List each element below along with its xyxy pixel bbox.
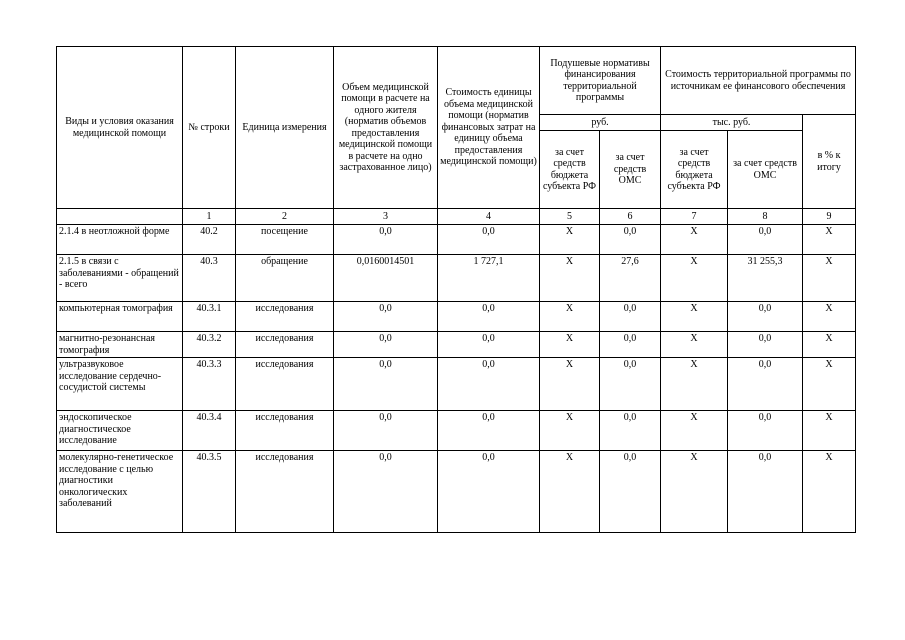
percent-total-cell: X (803, 451, 856, 533)
column-number: 6 (600, 209, 661, 225)
header-volume: Объем медицинской помощи в расчете на одного жителя (норматив объемов предоставления медицинской помощи в расчете на одно застрахованное лицо) (334, 47, 438, 209)
header-oms-thousand: за счет средств ОМС (728, 131, 803, 209)
volume-cell: 0,0160014501 (334, 255, 438, 302)
header-line-number: № строки (183, 47, 236, 209)
volume-cell: 0,0 (334, 302, 438, 332)
budget-rf-rub-cell: X (540, 225, 600, 255)
header-per-capita: Подушевые нормативы финансирования территориальной программы (540, 47, 661, 115)
budget-rf-thousand-cell: X (661, 332, 728, 358)
column-number: 4 (438, 209, 540, 225)
volume-cell: 0,0 (334, 451, 438, 533)
percent-total-cell: X (803, 411, 856, 451)
budget-rf-thousand-cell: X (661, 255, 728, 302)
care-type-cell: компьютерная томография (57, 302, 183, 332)
percent-total-cell: X (803, 302, 856, 332)
unit-cell: посещение (236, 225, 334, 255)
table-row (57, 411, 856, 451)
care-type-cell: молекулярно-генетическое исследование с целью диагностики онкологических заболеваний (57, 451, 183, 533)
oms-rub-cell: 0,0 (600, 302, 661, 332)
header-budget-rf-rub: за счет средств бюджета субъекта РФ (540, 131, 600, 209)
medical-care-table (56, 46, 856, 533)
table-row (57, 225, 856, 255)
unit-cell: исследования (236, 358, 334, 411)
header-care-type: Виды и условия оказания медицинской помощи (57, 47, 183, 209)
percent-total-cell: X (803, 225, 856, 255)
unit-cost-cell: 1 727,1 (438, 255, 540, 302)
unit-cell: исследования (236, 411, 334, 451)
unit-cost-cell: 0,0 (438, 411, 540, 451)
oms-rub-cell: 0,0 (600, 451, 661, 533)
oms-thousand-cell: 0,0 (728, 358, 803, 411)
oms-thousand-cell: 0,0 (728, 302, 803, 332)
care-type-cell: эндоскопическое диагностическое исследование (57, 411, 183, 451)
header-percent-total: в % к итогу (803, 115, 856, 209)
care-type-cell: 2.1.4 в неотложной форме (57, 225, 183, 255)
oms-rub-cell: 0,0 (600, 411, 661, 451)
budget-rf-rub-cell: X (540, 302, 600, 332)
table-row (57, 451, 856, 533)
oms-rub-cell: 0,0 (600, 332, 661, 358)
header-unit-rub: руб. (540, 115, 661, 131)
line-number-cell: 40.3 (183, 255, 236, 302)
column-number: 7 (661, 209, 728, 225)
table-row (57, 358, 856, 411)
header-budget-rf-thousand: за счет средств бюджета субъекта РФ (661, 131, 728, 209)
unit-cell: исследования (236, 332, 334, 358)
column-number: 2 (236, 209, 334, 225)
budget-rf-thousand-cell: X (661, 302, 728, 332)
header-unit: Единица измерения (236, 47, 334, 209)
unit-cost-cell: 0,0 (438, 332, 540, 358)
unit-cell: исследования (236, 451, 334, 533)
header-territorial-cost: Стоимость территориальной программы по источникам ее финансового обеспечения (661, 47, 856, 115)
unit-cell: исследования (236, 302, 334, 332)
care-type-cell: магнитно-резонансная томография (57, 332, 183, 358)
unit-cost-cell: 0,0 (438, 451, 540, 533)
column-number: 8 (728, 209, 803, 225)
unit-cost-cell: 0,0 (438, 302, 540, 332)
header-unit-thousand-rub: тыс. руб. (661, 115, 803, 131)
table-row (57, 255, 856, 302)
oms-thousand-cell: 31 255,3 (728, 255, 803, 302)
column-number-1 (57, 209, 183, 225)
volume-cell: 0,0 (334, 225, 438, 255)
budget-rf-thousand-cell: X (661, 358, 728, 411)
budget-rf-thousand-cell: X (661, 225, 728, 255)
unit-cell: обращение (236, 255, 334, 302)
column-number: 5 (540, 209, 600, 225)
budget-rf-thousand-cell: X (661, 411, 728, 451)
column-number-row (57, 209, 856, 225)
budget-rf-rub-cell: X (540, 255, 600, 302)
percent-total-cell: X (803, 332, 856, 358)
care-type-cell: ультразвуковое исследование сердечно-сосудистой системы (57, 358, 183, 411)
column-number: 3 (334, 209, 438, 225)
percent-total-cell: X (803, 358, 856, 411)
unit-cost-cell: 0,0 (438, 225, 540, 255)
oms-rub-cell: 0,0 (600, 358, 661, 411)
percent-total-cell: X (803, 255, 856, 302)
unit-cost-cell: 0,0 (438, 358, 540, 411)
line-number-cell: 40.3.4 (183, 411, 236, 451)
budget-rf-rub-cell: X (540, 451, 600, 533)
table-row (57, 302, 856, 332)
volume-cell: 0,0 (334, 332, 438, 358)
oms-thousand-cell: 0,0 (728, 411, 803, 451)
line-number-cell: 40.3.2 (183, 332, 236, 358)
budget-rf-thousand-cell: X (661, 451, 728, 533)
column-number: 1 (183, 209, 236, 225)
header-oms-rub: за счет средств ОМС (600, 131, 661, 209)
table-row (57, 332, 856, 358)
oms-rub-cell: 0,0 (600, 225, 661, 255)
line-number-cell: 40.3.3 (183, 358, 236, 411)
oms-thousand-cell: 0,0 (728, 451, 803, 533)
volume-cell: 0,0 (334, 411, 438, 451)
line-number-cell: 40.2 (183, 225, 236, 255)
oms-thousand-cell: 0,0 (728, 332, 803, 358)
header-unit-cost: Стоимость единицы объема медицинской помощи (норматив финансовых затрат на единицу объема предоставления медицинской помощи) (438, 47, 540, 209)
budget-rf-rub-cell: X (540, 332, 600, 358)
oms-thousand-cell: 0,0 (728, 225, 803, 255)
line-number-cell: 40.3.1 (183, 302, 236, 332)
care-type-cell: 2.1.5 в связи с заболеваниями - обращений - всего (57, 255, 183, 302)
budget-rf-rub-cell: X (540, 358, 600, 411)
oms-rub-cell: 27,6 (600, 255, 661, 302)
volume-cell: 0,0 (334, 358, 438, 411)
budget-rf-rub-cell: X (540, 411, 600, 451)
column-number: 9 (803, 209, 856, 225)
line-number-cell: 40.3.5 (183, 451, 236, 533)
